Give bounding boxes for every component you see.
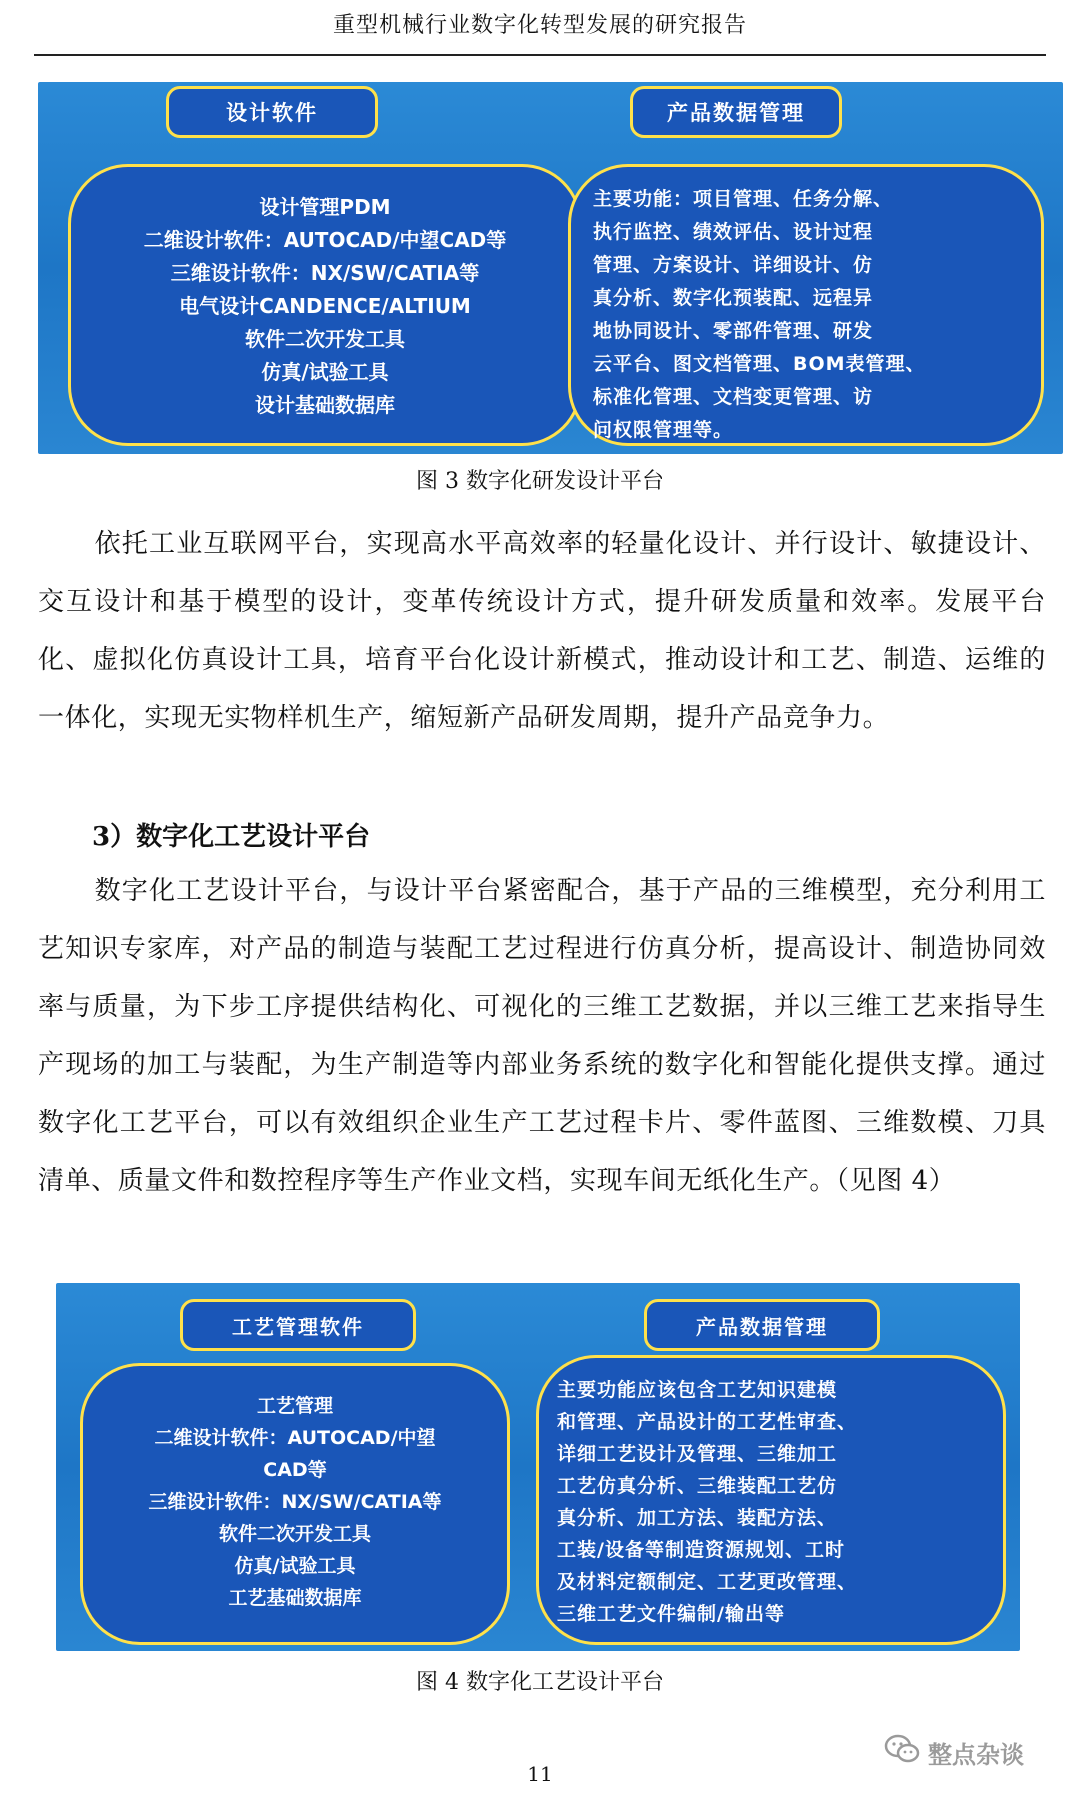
- process-software-line: 二维设计软件：AUTOCAD/中望: [154, 1427, 436, 1449]
- pdm-line: 工艺仿真分析、三维装配工艺仿: [557, 1475, 838, 1497]
- design-software-line: 三维设计软件：NX/SW/CATIA等: [170, 261, 480, 285]
- product-data-management-box: [536, 1355, 1006, 1645]
- process-software-line: 仿真/试验工具: [234, 1555, 356, 1577]
- pdm-line: 和管理、产品设计的工艺性审查、: [557, 1411, 858, 1433]
- figure-4-diagram: [56, 1283, 1020, 1651]
- body-paragraph-text: 依托工业互联网平台，实现高水平高效率的轻量化设计、并行设计、敏捷设计、交互设计和基于模型的设计，变革传统设计方式，提升研发质量和效率。发展平台化、虚拟化仿真设计工具，培育平台化设计新模式，推动设计和工艺、制造、运维的一体化，实现无实物样机生产，缩短新产品研发周期，提升产品竞争力。: [38, 529, 1046, 733]
- process-software-line: 软件二次开发工具: [218, 1523, 371, 1545]
- process-software-line: 工艺基础数据库: [228, 1587, 362, 1609]
- product-data-management-box: [568, 164, 1044, 446]
- process-software-line: 三维设计软件：NX/SW/CATIA等: [148, 1491, 442, 1513]
- wechat-icon: [884, 1734, 920, 1770]
- design-software-title: 设计软件: [166, 86, 378, 138]
- design-software-line: 仿真/试验工具: [261, 360, 389, 384]
- pdm-line: 云平台、图文档管理、BOM表管理、: [593, 353, 926, 375]
- pdm-line: 问权限管理等。: [593, 419, 734, 441]
- product-data-management-title: 产品数据管理: [630, 86, 842, 138]
- pdm-line: 及材料定额制定、工艺更改管理、: [557, 1571, 858, 1593]
- process-software-box: [80, 1363, 510, 1645]
- design-software-line: 软件二次开发工具: [245, 327, 405, 351]
- watermark-text: 整点杂谈: [928, 1740, 1024, 1769]
- pdm-line: 执行监控、绩效评估、设计过程: [593, 221, 874, 243]
- page-header-title: 重型机械行业数字化转型发展的研究报告: [332, 13, 747, 38]
- pdm-line: 真分析、加工方法、装配方法、: [557, 1507, 838, 1529]
- process-software-line: 工艺管理: [256, 1395, 333, 1417]
- page-number: 11: [527, 1762, 553, 1786]
- section-heading: 3）数字化工艺设计平台: [92, 822, 371, 852]
- pdm-line: 三维工艺文件编制/输出等: [557, 1603, 785, 1625]
- body-paragraph-text: 数字化工艺设计平台，与设计平台紧密配合，基于产品的三维模型，充分利用工艺知识专家库，对产品的制造与装配工艺过程进行仿真分析，提高设计、制造协同效率与质量，为下步工序提供结构化、可视化的三维工艺数据，并以三维工艺来指导生产现场的加工与装配，为生产制造等内部业务系统的数字化和智能化提供支撑。通过数字化工艺平台，可以有效组织企业生产工艺过程卡片、零件蓝图、三维数模、刀具清单、质量文件和数控程序等生产作业文档，实现车间无纸化生产。（见图 4）: [38, 876, 1046, 1196]
- body-paragraph: [38, 515, 1046, 747]
- pdm-line: 标准化管理、文档变更管理、访: [593, 386, 874, 408]
- figure-4-caption: 图 4 数字化工艺设计平台: [416, 1670, 664, 1695]
- header-rule: [34, 54, 1046, 56]
- figure-3-caption: 图 3 数字化研发设计平台: [416, 469, 664, 494]
- pdm-line: 真分析、数字化预装配、远程异: [593, 287, 874, 309]
- pdm-line: 详细工艺设计及管理、三维加工: [557, 1443, 838, 1465]
- process-software-line: CAD等: [263, 1459, 327, 1481]
- product-data-management-title: 产品数据管理: [644, 1299, 880, 1351]
- process-management-software-title: 工艺管理软件: [180, 1299, 416, 1351]
- pdm-line: 地协同设计、零部件管理、研发: [593, 320, 874, 342]
- design-software-box: [68, 164, 582, 446]
- watermark: [884, 1734, 1024, 1770]
- pdm-line: 主要功能应该包含工艺知识建模: [557, 1379, 838, 1401]
- design-software-line: 设计基础数据库: [255, 393, 395, 417]
- design-software-line: 二维设计软件：AUTOCAD/中望CAD等: [143, 228, 507, 252]
- pdm-line: 工装/设备等制造资源规划、工时: [557, 1539, 845, 1561]
- body-paragraph: [38, 862, 1046, 1210]
- pdm-line: 主要功能：项目管理、任务分解、: [593, 188, 894, 210]
- design-software-line: 设计管理PDM: [259, 195, 391, 219]
- figure-3-diagram: [38, 82, 1063, 454]
- pdm-line: 管理、方案设计、详细设计、仿: [593, 254, 874, 276]
- design-software-line: 电气设计CANDENCE/ALTIUM: [179, 294, 471, 318]
